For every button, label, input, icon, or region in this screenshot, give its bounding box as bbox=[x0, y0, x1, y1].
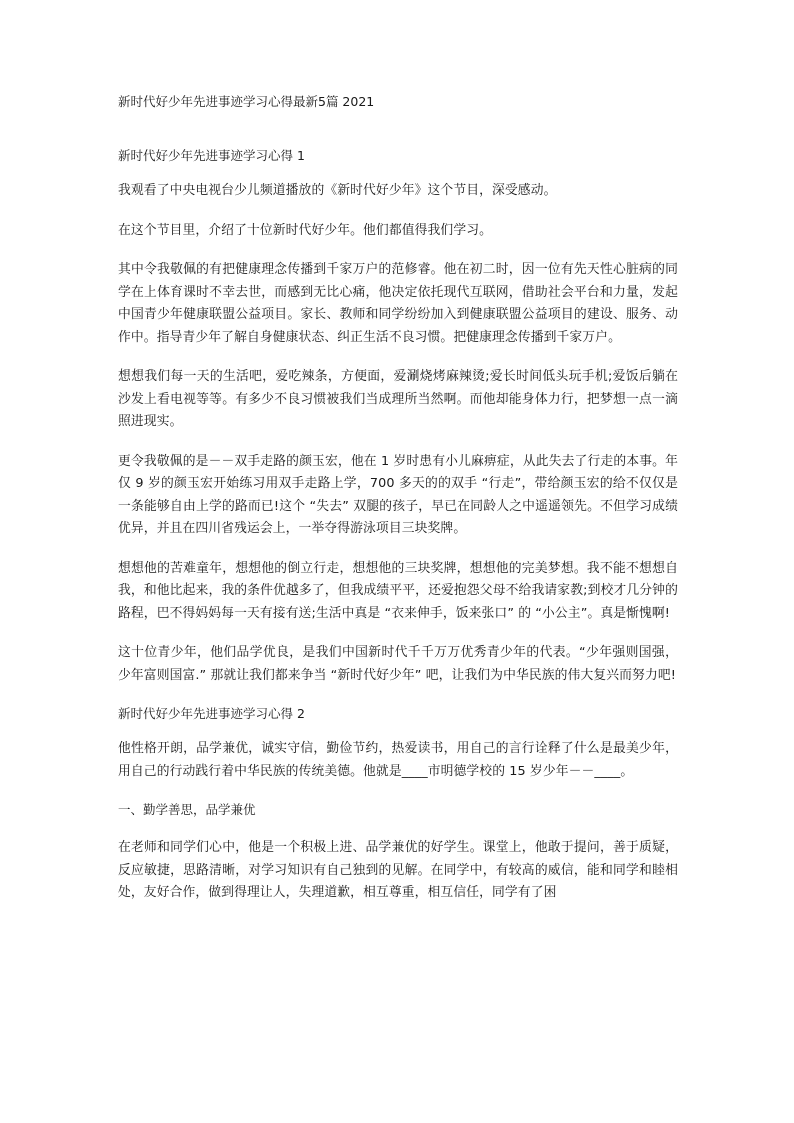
subheading-1: 一、勤学善思，品学兼优 bbox=[118, 802, 256, 817]
paragraph-4: 想想我们每一天的生活吧，爱吃辣条，方便面，爱涮烧烤麻辣烫;爱长时间低头玩手机;爱饭后躺在沙发上看电视等等。有多少不良习惯被我们当成理所当然啊。而他却能身体力行，把梦想一点一滴照进现实。 bbox=[118, 369, 678, 429]
document-title: 新时代好少年先进事迹学习心得最新5篇 2021 bbox=[118, 94, 375, 109]
paragraph-8: 他性格开朗，品学兼优，诚实守信，勤俭节约，热爱读书，用自己的言行诠释了什么是最美少年，用自己的行动践行着中华民族的传统美德。他就是____市明德学校的 15 岁少年－－____。 bbox=[118, 741, 678, 779]
paragraph-5: 更令我敬佩的是－－双手走路的颜玉宏，他在 1 岁时患有小儿麻痹症，从此失去了行走的本事。年仅 9 岁的颜玉宏开始练习用双手走路上学，700 多天的的双手 “行走”，带给颜玉宏的给不仅仅是一条能够自由上学的路而已!这个 “失去” 双腿的孩子，早已在同龄人之中遥遥领先。不但学习成绩优异，并且在四川省残运会上，一举夺得游泳项目三块奖牌。 bbox=[118, 453, 678, 536]
paragraph-2: 在这个节目里，介绍了十位新时代好少年。他们都值得我们学习。 bbox=[118, 222, 493, 238]
paragraph-1: 我观看了中央电视台少儿频道播放的《新时代好少年》这个节目，深受感动。 bbox=[118, 183, 557, 198]
section-heading-1: 新时代好少年先进事迹学习心得 1 bbox=[118, 148, 305, 163]
paragraph-9: 在老师和同学们心中，他是一个积极上进、品学兼优的好学生。课堂上，他敢于提问，善于质疑，反应敏捷，思路清晰，对学习知识有自己独到的见解。在同学中，有较高的威信，能和同学和睦相处，友好合作，做到得理让人，失理道歉，相互尊重，相互信任，同学有了困 bbox=[118, 840, 678, 900]
paragraph-7: 这十位青少年，他们品学优良，是我们中国新时代千千万万优秀青少年的代表。“少年强则国强，少年富则国富.” 那就让我们都来争当 “新时代好少年” 吧，让我们为中华民族的伟大复兴而努力吧! bbox=[118, 645, 678, 683]
paragraph-3: 其中令我敬佩的有把健康理念传播到千家万户的范修睿。他在初二时，因一位有先天性心脏病的同学在上体育课时不幸去世，而感到无比心痛，他决定依托现代互联网，借助社会平台和力量，发起中国青少年健康联盟公益项目。家长、教师和同学纷纷加入到健康联盟公益项目的建设、服务、动作中。指导青少年了解自身健康状态、纠正生活不良习惯。把健康理念传播到千家万户。 bbox=[118, 262, 678, 345]
section-heading-2: 新时代好少年先进事迹学习心得 2 bbox=[118, 706, 305, 721]
paragraph-6: 想想他的苦难童年，想想他的倒立行走，想想他的三块奖牌，想想他的完美梦想。我不能不想想自我，和他比起来，我的条件优越多了，但我成绩平平，还爱抱怨父母不给我请家教;到校才几分钟的路程，巴不得妈妈每一天有接有送;生活中真是 “衣来伸手，饭来张口” 的 “小公主”。真是惭愧啊! bbox=[118, 560, 678, 621]
document-page bbox=[118, 92, 678, 905]
